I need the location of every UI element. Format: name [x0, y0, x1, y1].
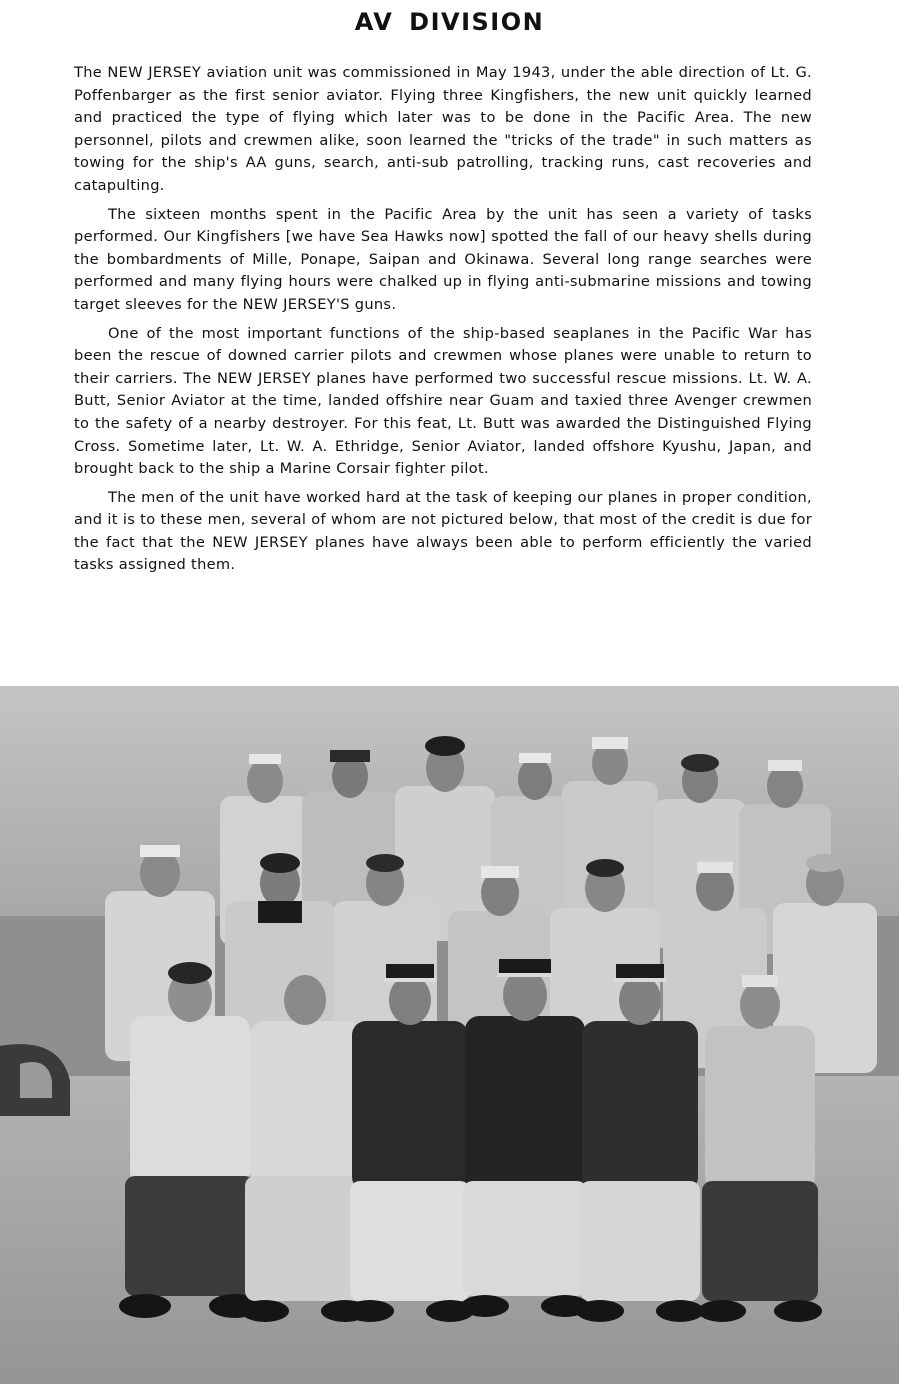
paragraph-1: The NEW JERSEY aviation unit was commissioned in May 1943, under the able direction of Lt. G. Poffenbarger as the first senior aviator. Flying three Kingfishers, the new unit quickly learned and practiced the type of flying which later was to be done in the Pacific Area. The new personnel, pilots and crewmen alike, soon learned the "tricks of the trade" in such matters as towing for the ship's AA guns, search, anti-sub patrolling, tracking runs, cast recoveries and catapulting.: [74, 64, 812, 194]
paragraph-4: The men of the unit have worked hard at the task of keeping our planes in proper condition, and it is to these men, several of whom are not pictured below, that most of the credit is due for the fact that the NEW JERSEY planes have always been able to perform efficiently the varied tasks assigned them.: [74, 488, 812, 574]
article-body: [74, 62, 812, 583]
group-photo: [0, 686, 899, 1384]
paragraph-2: The sixteen months spent in the Pacific Area by the unit has seen a variety of tasks performed. Our Kingfishers [we have Sea Hawks now] spotted the fall of our heavy shells during the bombardments of Mille, Ponape, Saipan and Okinawa. Several long range searches were performed and many flying hours were chalked up in flying anti-submarine missions and towing target sleeves for the NEW JERSEY'S guns.: [74, 205, 812, 313]
paragraph-3: One of the most important functions of the ship-based seaplanes in the Pacific War has been the rescue of downed carrier pilots and crewmen whose planes were unable to return to their carriers. The NEW JERSEY planes have performed two successful rescue missions. Lt. W. A. Butt, Senior Aviator at the time, landed offshire near Guam and taxied three Avenger crewmen to the safety of a nearby destroyer. For this feat, Lt. Butt was awarded the Distinguished Flying Cross. Sometime later, Lt. W. A. Ethridge, Senior Aviator, landed offshore Kyushu, Japan, and brought back to the ship a Marine Corsair fighter pilot.: [74, 324, 812, 478]
page-title: AV DIVISION: [354, 8, 545, 36]
group-photo-illustration: [0, 686, 899, 1384]
